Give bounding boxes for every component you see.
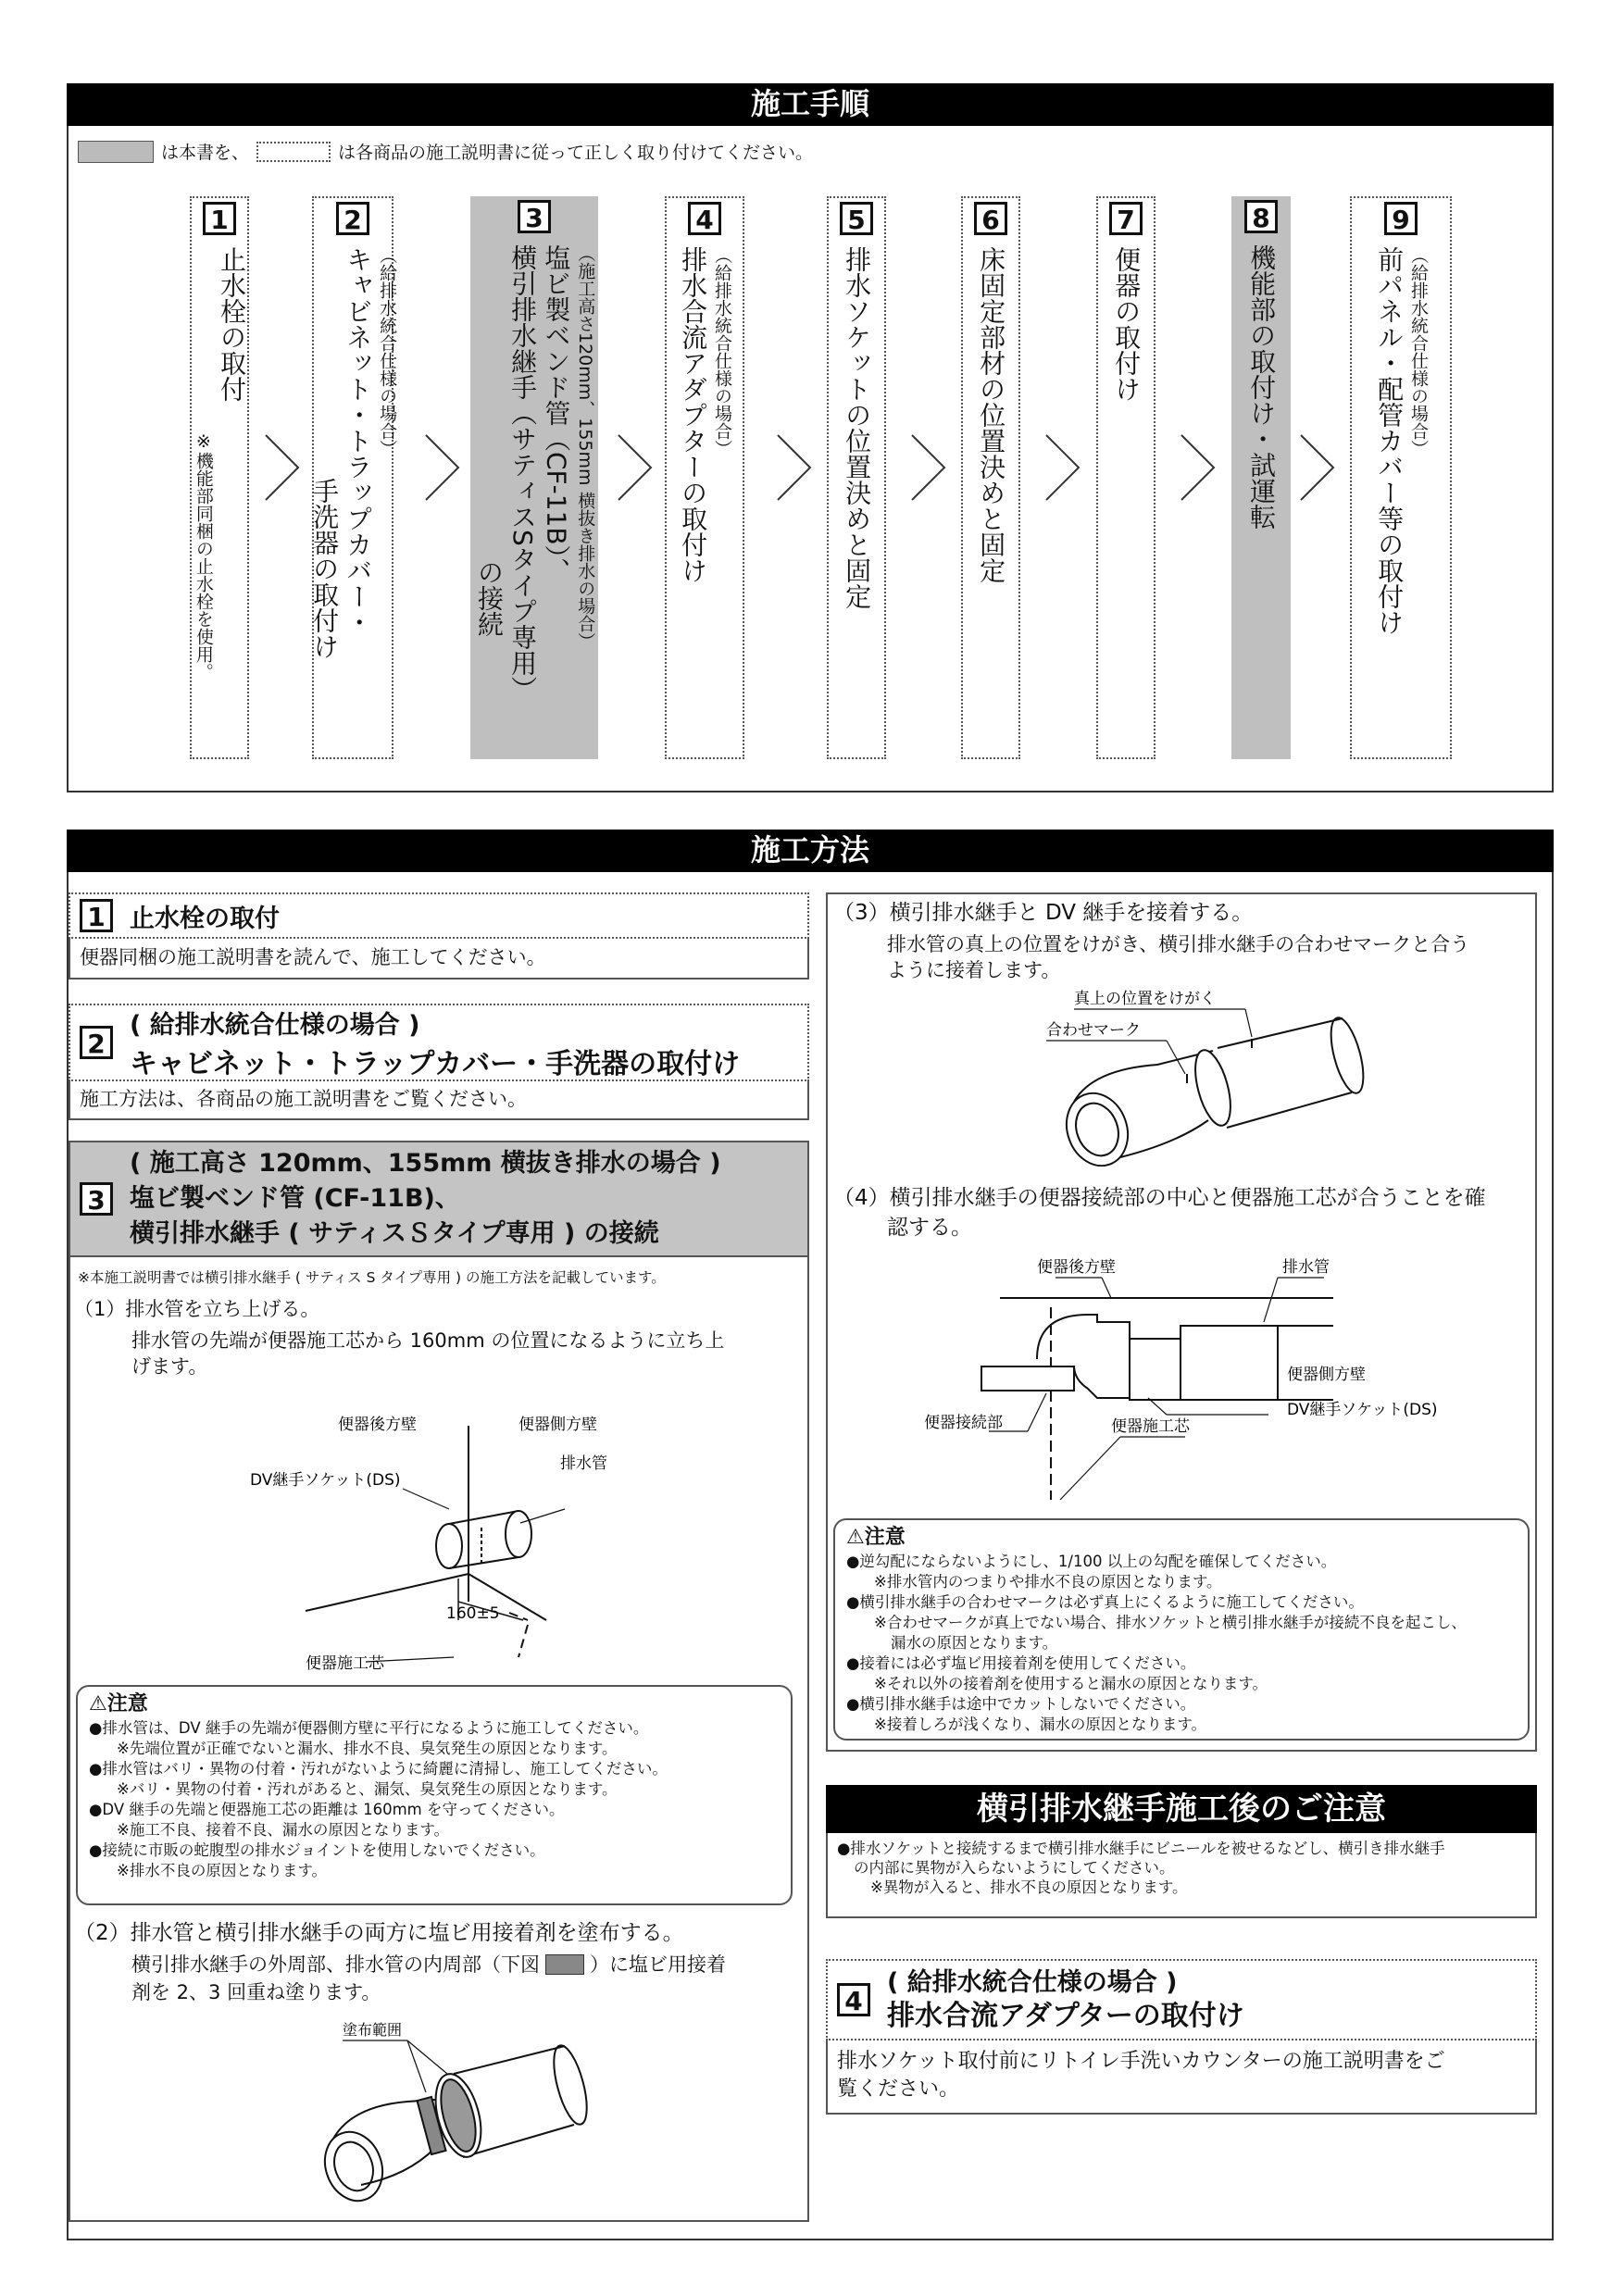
s3-step4-title1: （4）横引排水継手の便器接続部の中心と便器施工芯が合うことを確 — [833, 1186, 1486, 1210]
step-label: 塩ビ製ベンド管（CF-11B）、 — [541, 244, 572, 584]
section-title: 止水栓の取付 — [130, 904, 280, 933]
fig4-side-wall-label: 便器側方壁 — [1287, 1366, 1366, 1384]
fig1-socket-label: DV継手ソケット(DS) — [250, 1471, 401, 1490]
section-condition: ( 給排水統合仕様の場合 ) — [887, 1968, 1178, 1997]
after-notice-subitem: ※異物が入ると、排水不良の原因となります。 — [870, 1878, 1188, 1896]
section-2-header — [69, 1004, 809, 1081]
s3-step3-body1: 排水管の真上の位置をけがき、横引排水継手の合わせマークと合う — [887, 933, 1470, 955]
fig4-connect-label: 便器接続部 — [924, 1414, 1003, 1432]
section-4-text-2: 覧ください。 — [837, 2078, 960, 2101]
step-label: 便器の取付け — [1111, 246, 1143, 402]
fig1-center-label: 便器施工芯 — [306, 1654, 384, 1673]
section-4-text: 排水ソケット取付前にリトイレ手洗いカウンターの施工説明書をご — [837, 2050, 1445, 2073]
caution-subitem: ※排水不良の原因となります。 — [117, 1862, 328, 1879]
caution-subitem: 漏水の原因となります。 — [891, 1634, 1058, 1652]
section-3-intro: ※本施工説明書では横引排水継手 ( サティス S タイプ専用 ) の施工方法を記載しています。 — [78, 1269, 666, 1286]
s3-step4-title2: 認する。 — [887, 1216, 972, 1240]
after-notice-body — [826, 1833, 1537, 1918]
fig4-rear-wall-label: 便器後方壁 — [1037, 1258, 1116, 1277]
s3-step3-title: （3）横引排水継手と DV 継手を接着する。 — [833, 901, 1254, 925]
caution-item: ●排水管は、DV 継手の先端が便器側方壁に平行になるように施工してください。 — [89, 1719, 649, 1737]
s3-step1-body2: げます。 — [131, 1355, 208, 1378]
fig4-socket-label: DV継手ソケット(DS) — [1287, 1401, 1438, 1419]
method-title: 施工方法 — [67, 830, 1554, 872]
arrow-right-icon — [1301, 435, 1333, 500]
after-notice-item: ●排水ソケットと接続するまで横引排水継手にビニールを被せるなどし、横引き排水継手 — [837, 1840, 1445, 1857]
s3-step2-body1a: 横引排水継手の外周部、排水管の内周部（下図 — [131, 1953, 540, 1976]
fig1-side-wall-label: 便器側方壁 — [518, 1416, 597, 1434]
caution-subitem: ※合わせマークが真上でない場合、排水ソケットと横引排水継手が接続不良を起こし、 — [874, 1614, 1467, 1631]
step-label-2: 横引排水継手（サティスSタイプ専用） — [507, 244, 539, 702]
figure-3-alignment-mark — [1046, 981, 1370, 1167]
step-number: 8 — [1244, 200, 1278, 233]
caution-subitem: ※排水管内のつまりや排水不良の原因となります。 — [874, 1573, 1222, 1591]
step-label: 止水栓の取付 — [217, 246, 248, 402]
section-condition: ( 施工高さ 120mm、155mm 横抜き排水の場合 ) — [130, 1149, 721, 1178]
caution-item: ●接着には必ず塩ビ用接着剤を使用してください。 — [846, 1654, 1196, 1672]
section-title: 排水合流アダプターの取付け — [887, 2000, 1244, 2032]
section-1-body — [69, 939, 809, 980]
step-label: 排水ソケットの位置決めと固定 — [842, 246, 873, 609]
section-title: 塩ビ製ベンド管 (CF-11B)、 — [130, 1184, 460, 1213]
fig4-drain-label: 排水管 — [1282, 1258, 1330, 1277]
step-label: 前パネル・配管カバー等の取付け — [1374, 246, 1405, 635]
step-number: 2 — [336, 202, 369, 235]
s3-step1-title: （1）排水管を立ち上げる。 — [74, 1298, 320, 1320]
section-title-2: 横引排水継手 ( サティスＳタイプ専用 ) の接続 — [130, 1219, 659, 1248]
caution-title: ⚠注意 — [846, 1526, 906, 1549]
s3-step2-body2: 剤を 2、3 回重ね塗ります。 — [131, 1981, 381, 2003]
caution-box-1 — [76, 1685, 793, 1905]
after-notice-title: 横引排水継手施工後のご注意 — [826, 1785, 1537, 1833]
section-3-header — [69, 1141, 809, 1257]
fig3-top-label: 真上の位置をけがく — [1074, 990, 1216, 1008]
procedure-title: 施工手順 — [67, 83, 1554, 126]
after-notice-item-cont: の内部に異物が入らないようにしてください。 — [854, 1859, 1175, 1877]
caution-subitem: ※バリ・異物の付着・汚れがあると、漏気、臭気発生の原因となります。 — [117, 1780, 618, 1798]
fig3-mark-label: 合わせマーク — [1046, 1021, 1141, 1040]
figure-2-adhesive — [296, 2018, 593, 2213]
step-label: 床固定部材の位置決めと固定 — [976, 246, 1007, 583]
caution-box-2 — [833, 1518, 1530, 1741]
caution-subitem: ※先端位置が正確でないと漏水、排水不良、臭気発生の原因となります。 — [117, 1740, 618, 1757]
section-condition: ( 給排水統合仕様の場合 ) — [130, 1010, 420, 1040]
caution-subitem: ※接着しろが浅くなり、漏水の原因となります。 — [874, 1716, 1207, 1733]
fig4-center-label: 便器施工芯 — [1111, 1417, 1190, 1436]
section-number: 3 — [80, 1182, 113, 1216]
s3-step2-body1 — [131, 1952, 726, 1978]
arrow-right-icon — [1181, 435, 1214, 500]
step-number: 5 — [840, 202, 873, 235]
step-note: ※機能部同梱の止水栓を使用。 — [193, 431, 214, 680]
figure-4-center-check — [889, 1250, 1481, 1509]
arrow-right-icon — [1046, 435, 1079, 500]
section-number: 1 — [80, 899, 113, 932]
step-number: 3 — [518, 200, 551, 233]
fig1-drain-label: 排水管 — [560, 1454, 607, 1473]
arrow-right-icon — [618, 435, 651, 500]
arrow-right-icon — [266, 435, 298, 500]
s3-step2-body1b: ）に塩ビ用接着 — [590, 1953, 726, 1976]
step-number: 7 — [1109, 202, 1143, 235]
arrow-right-icon — [778, 435, 810, 500]
step-label-3: の接続 — [473, 559, 505, 637]
caution-title: ⚠注意 — [89, 1692, 148, 1716]
section-number: 4 — [837, 1983, 870, 2016]
step-condition: （給排水統合仕様の場合） — [712, 246, 733, 457]
caution-item: ●DV 継手の先端と便器施工芯の距離は 160mm を守ってください。 — [89, 1801, 565, 1818]
step-number: 1 — [203, 202, 236, 235]
step-number: 4 — [688, 202, 721, 235]
caution-item: ●接続に市販の蛇腹型の排水ジョイントを使用しないでください。 — [89, 1841, 545, 1859]
s3-step1-body1: 排水管の先端が便器施工芯から 160mm の位置になるように立ち上 — [131, 1329, 725, 1352]
section-1-text: 便器同梱の施工説明書を読んで、施工してください。 — [80, 946, 546, 968]
legend-gray-text: は本書を、 — [161, 143, 250, 163]
section-1-header — [69, 892, 809, 939]
step-condition: （給排水統合仕様の場合） — [377, 246, 398, 457]
step-condition: （給排水統合仕様の場合） — [1408, 246, 1430, 457]
s3-step3-body2: ように接着します。 — [887, 959, 1061, 981]
s3-step2-title: （2）排水管と横引排水継手の両方に塩ビ用接着剤を塗布する。 — [74, 1921, 684, 1945]
step-condition: （施工高さ120mm、155mm 横抜き排水の場合） — [575, 244, 596, 650]
step-label: 機能部の取付け・試運転 — [1246, 244, 1278, 530]
step-label-2: 手洗器の取付け — [309, 478, 341, 659]
arrow-right-icon — [912, 435, 944, 500]
section-number: 2 — [80, 1026, 113, 1059]
caution-item: ●横引排水継手の合わせマークは必ず真上にくるように施工してください。 — [846, 1593, 1364, 1611]
section-2-text: 施工方法は、各商品の施工説明書をご覧ください。 — [80, 1088, 527, 1110]
section-2-body — [69, 1081, 809, 1120]
fig1-dim-label: 160±5 — [446, 1604, 500, 1623]
caution-subitem: ※施工不良、接着不良、漏水の原因となります。 — [117, 1821, 450, 1839]
figure-1-drain-riser — [231, 1398, 676, 1685]
fig2-area-label: 塗布範囲 — [343, 2021, 403, 2039]
section-4-body — [826, 2040, 1537, 2115]
step-arrows — [0, 0, 1624, 833]
caution-subitem: ※それ以外の接着剤を使用すると漏水の原因となります。 — [874, 1675, 1268, 1692]
step-label: キャビネット・トラップカバー・ — [343, 246, 374, 635]
step-number: 6 — [974, 202, 1007, 235]
step-label: 排水合流アダプターの取付け — [678, 246, 709, 583]
arrow-right-icon — [426, 435, 458, 500]
section-title: キャビネット・トラップカバー・手洗器の取付け — [130, 1047, 741, 1080]
legend-dotted-text: は各商品の施工説明書に従って正しく取り付けてください。 — [338, 143, 814, 163]
gray-swatch-inline — [545, 1954, 584, 1975]
caution-item: ●逆勾配にならないようにし、1/100 以上の勾配を確保してください。 — [846, 1553, 1337, 1570]
section-4-header — [826, 1959, 1537, 2040]
caution-item: ●排水管はバリ・異物の付着・汚れがないように綺麗に清掃し、施工してください。 — [89, 1760, 668, 1778]
caution-item: ●横引排水継手は途中でカットしないでください。 — [846, 1695, 1196, 1713]
fig1-rear-wall-label: 便器後方壁 — [338, 1416, 417, 1434]
step-number: 9 — [1384, 202, 1418, 235]
